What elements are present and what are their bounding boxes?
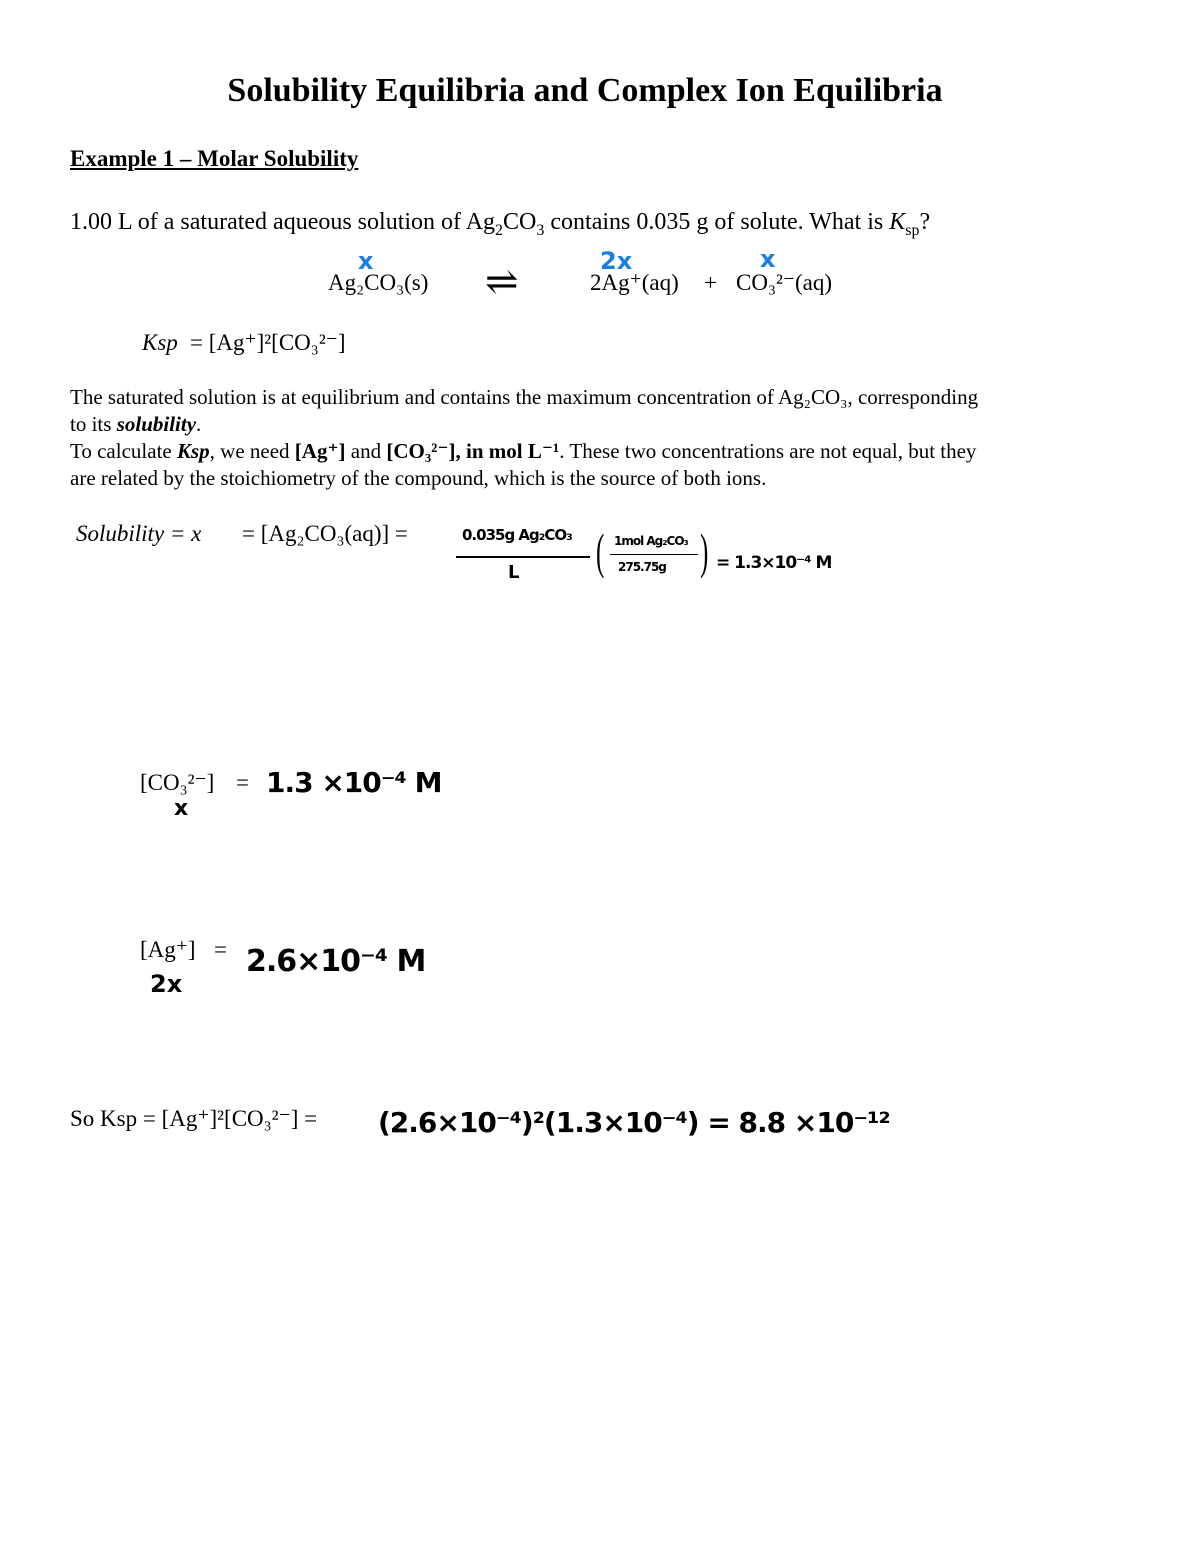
problem-text-4: ? — [919, 209, 931, 235]
final-ksp-value: (2.6×10⁻⁴)²(1.3×10⁻⁴) = 8.8 ×10⁻¹² — [378, 1106, 890, 1139]
final-ksp-lhs: So Ksp = [Ag⁺]²[CO₃²⁻] = — [70, 1106, 318, 1131]
paragraph-line-3-e: and — [345, 439, 387, 463]
solubility-numerator: 0.035g Ag₂CO₃ — [462, 526, 572, 544]
ag-value: 2.6×10⁻⁴ M — [246, 944, 426, 979]
problem-sub-1: 2 — [495, 221, 504, 239]
paragraph-co3-conc: [CO₃²⁻], in mol L⁻¹ — [386, 439, 560, 463]
annotation-reactant: x — [358, 247, 374, 275]
paragraph-ksp: Ksp — [176, 439, 210, 463]
open-paren-icon: ( — [596, 523, 605, 579]
reaction-product1: 2Ag⁺(aq) — [590, 270, 679, 295]
paragraph-line-2-a: to its — [70, 412, 117, 436]
paragraph-ag-conc: [Ag⁺] — [294, 439, 346, 463]
co3-annotation: x — [174, 796, 189, 821]
ag-label: [Ag⁺] — [140, 937, 196, 962]
reaction-plus: + — [704, 270, 717, 295]
co3-value: 1.3 ×10⁻⁴ M — [266, 766, 442, 799]
solubility-denominator: L — [508, 562, 519, 583]
problem-text-1: 1.00 L of a saturated aqueous solution of Ag — [70, 209, 496, 235]
paragraph-line-1: The saturated solution is at equilibrium and contains the maximum concentration of Ag₂CO₃, corresponding — [70, 385, 979, 409]
paragraph-line-2 — [70, 411, 201, 438]
paragraph-line-3 — [70, 438, 976, 465]
problem-text-2: CO — [503, 209, 537, 235]
page-title: Solubility Equilibria and Complex Ion Equilibria — [227, 72, 943, 109]
paragraph-line-3-g: . These two concentrations are not equal, but they — [559, 439, 977, 463]
solubility-fraction-line — [456, 556, 590, 558]
solubility-result: = 1.3×10⁻⁴ M — [716, 553, 832, 573]
problem-text-3: contains 0.035 g of solute. What is — [544, 209, 890, 235]
ag-annotation: 2x — [150, 970, 183, 998]
solubility-mid: = [Ag₂CO₃(aq)] = — [242, 521, 408, 546]
conversion-numerator: 1mol Ag₂CO₃ — [614, 534, 688, 548]
reaction-product2: CO₃²⁻(aq) — [736, 270, 833, 295]
paragraph-solubility-word: solubility — [116, 412, 197, 436]
example-heading: Example 1 – Molar Solubility — [70, 146, 359, 171]
co3-label: [CO₃²⁻] — [140, 770, 215, 795]
paragraph-line-3-c: , we need — [209, 439, 295, 463]
reaction-reactant: Ag₂CO₃(s) — [328, 270, 429, 295]
ag-equals: = — [214, 937, 227, 962]
ksp-lhs: Ksp — [142, 330, 178, 355]
conversion-fraction-line — [610, 554, 698, 555]
problem-sub-2: 3 — [536, 221, 545, 239]
co3-equals: = — [236, 770, 249, 795]
problem-ksp-sub: sp — [905, 221, 920, 239]
annotation-product1: 2x — [600, 247, 633, 275]
annotation-product2: x — [760, 245, 776, 273]
ksp-rhs: = [Ag⁺]²[CO₃²⁻] — [190, 330, 346, 355]
equilibrium-arrow-icon: ⇌ — [485, 259, 519, 304]
solubility-lhs: Solubility = x — [76, 521, 202, 546]
close-paren-icon: ) — [700, 523, 709, 579]
conversion-denominator: 275.75g — [618, 560, 666, 574]
problem-ksp-k: K — [889, 209, 906, 235]
paragraph-line-4: are related by the stoichiometry of the compound, which is the source of both ions. — [70, 466, 767, 490]
paragraph-line-3-a: To calculate — [70, 439, 177, 463]
paragraph-line-2-c: . — [196, 412, 202, 436]
problem-statement — [70, 209, 930, 240]
